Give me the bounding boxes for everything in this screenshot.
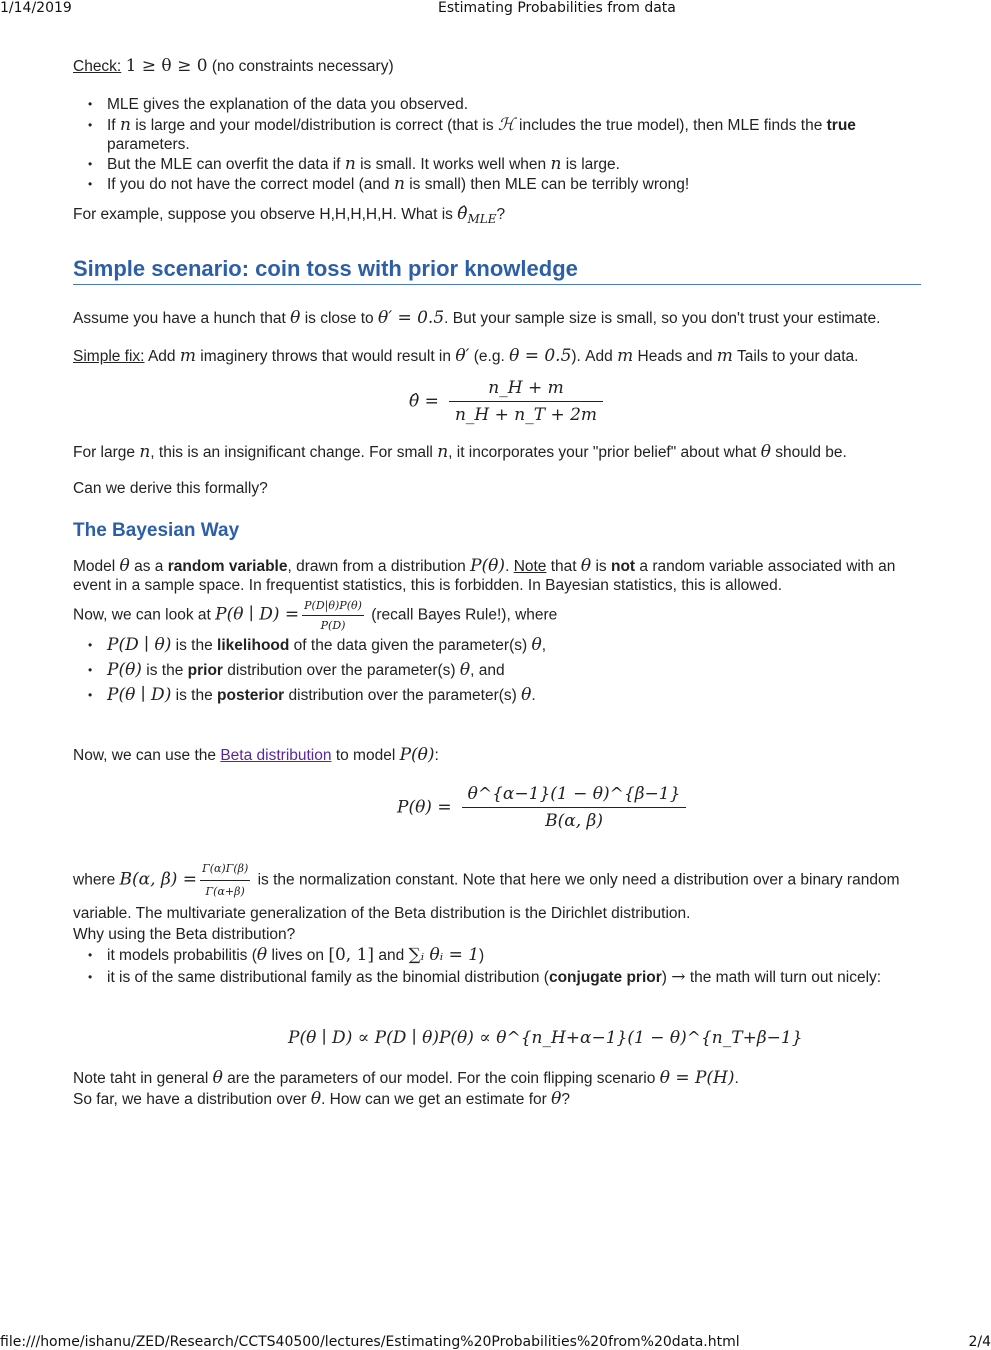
math-p-theta: P(θ) [399, 745, 435, 765]
eq-denominator: n_H + n_T + 2m [454, 405, 598, 425]
text: For large [73, 444, 136, 461]
derive-question: Can we derive this formally? [73, 480, 268, 497]
text: is [595, 558, 607, 575]
large-n-paragraph [73, 443, 921, 462]
math-sum: ∑ᵢ θᵢ = 1 [408, 945, 480, 965]
eq-fraction [462, 784, 687, 831]
header-date: 1/14/2019 [0, 0, 72, 16]
arrow-icon: → [671, 967, 686, 987]
mle-bullets [73, 95, 921, 194]
bullet-text: is small) then MLE can be terribly wrong! [409, 176, 690, 193]
footer-path: file:///home/ishanu/ZED/Research/CCTS40500/lectures/Estimating%20Probabilities%20from%20data.html [0, 1334, 740, 1350]
footer-page-number: 2/4 [968, 1334, 991, 1350]
note-label: Note [513, 558, 547, 575]
eq-numerator: n_H + m [449, 378, 603, 402]
check-label: Check: [73, 58, 122, 75]
section-heading: Simple scenario: coin toss with prior knowledge [73, 256, 921, 285]
math-theta: θ [256, 945, 268, 965]
math-theta: θ [212, 1068, 223, 1088]
math-n: n [437, 442, 449, 462]
math-theta: θ [760, 442, 771, 462]
text: is the normalization constant. Note that here we only need a distribution over a binary random variable. The multivariate generalization of the Beta distribution is the Dirichlet distribution. [73, 871, 900, 922]
list-item [107, 661, 921, 680]
text: Model [73, 558, 116, 575]
eq-denominator: B(α, β) [545, 811, 603, 831]
bullet-text: If [107, 117, 116, 134]
text: Now, we can use the [73, 747, 217, 764]
text: ) [661, 969, 667, 986]
text: . But your sample size is small, so you don't trust your estimate. [444, 310, 881, 327]
text: Now, we can look at [73, 606, 211, 624]
text: ? [561, 1091, 570, 1108]
bullet-text: MLE gives the explanation of the data you observed. [107, 96, 469, 113]
check-math: 1 ≥ θ ≥ 0 [125, 56, 208, 76]
text: Heads and [637, 348, 713, 365]
eq-numerator: θ^{α−1}(1 − θ)^{β−1} [462, 784, 687, 808]
bayes-paragraph [73, 557, 921, 595]
fix-label: Simple fix: [73, 348, 145, 365]
simple-fix-paragraph [73, 347, 921, 366]
text: , [541, 637, 547, 654]
text: . [531, 687, 536, 704]
text: should be. [775, 444, 847, 461]
text: . [734, 1070, 739, 1087]
math-p-theta: P(θ) [470, 556, 506, 576]
bullet-text: is large. [565, 156, 620, 173]
math-beta-function: B(α, β) = [119, 869, 198, 890]
bold-not: not [611, 558, 636, 575]
list-item [107, 95, 921, 114]
math-n: n [393, 174, 405, 194]
math-m: m [716, 346, 733, 366]
equation-theta-hat [409, 378, 607, 425]
list-item [107, 946, 921, 965]
frac-numerator: Γ(α)Γ(β) [200, 858, 250, 881]
list-item [107, 686, 921, 705]
bayes-rule-line [73, 596, 921, 635]
assume-paragraph [73, 309, 921, 328]
text: , drawn from a distribution [287, 558, 466, 575]
gamma-fraction [200, 858, 250, 903]
text: is close to [304, 310, 374, 327]
math-m: m [179, 346, 196, 366]
text: is the [175, 637, 213, 654]
text: as a [134, 558, 164, 575]
example-line [73, 205, 921, 229]
eq-fraction [449, 378, 603, 425]
math-interval: [0, 1] [328, 945, 375, 965]
math-theta-prime: θ′ = 0.5 [377, 308, 445, 328]
text: Tails to your data. [736, 348, 859, 365]
text: imaginery throws that would result in [200, 348, 451, 365]
text: are the parameters of our model. For the coin flipping scenario [227, 1070, 656, 1087]
equation-beta [397, 784, 690, 831]
text: Note taht in general [73, 1070, 209, 1087]
math-prior: P(θ) [107, 660, 142, 680]
text: is the [146, 662, 184, 679]
eq-lhs: P(θ) = [397, 797, 452, 818]
bayes-terms-list [73, 636, 921, 705]
frac-denominator: Γ(α+β) [205, 885, 245, 898]
frac-denominator: P(D) [320, 619, 346, 632]
normalization-paragraph [73, 858, 921, 925]
text: , it incorporates your "prior belief" about what [448, 444, 757, 461]
bullet-text: is large and your model/distribution is correct (that is [135, 117, 494, 134]
text: a random variable associated with an event in a sample space. In frequentist statistics, this is forbidden. In Bayesian statistics, this is allowed. [73, 558, 896, 594]
why-question: Why using the Beta distribution? [73, 926, 296, 943]
equation-conjugate [288, 1026, 803, 1048]
text: distribution over the parameter(s) [288, 687, 517, 704]
text: lives on [271, 947, 325, 964]
eq-proportional: P(θ ∣ D) ∝ P(D ∣ θ)P(θ) ∝ θ^{n_H+α−1}(1 − θ)^{n_T+β−1} [288, 1028, 803, 1048]
text: . How can we get an estimate for [321, 1091, 547, 1108]
math-theta: θ [531, 635, 542, 655]
bold-posterior: posterior [217, 687, 285, 704]
subsection-heading: The Bayesian Way [73, 520, 240, 541]
math-theta-ph: θ = P(H) [659, 1068, 735, 1088]
math-n: n [550, 154, 562, 174]
bold-conjugate-prior: conjugate prior [548, 969, 662, 986]
math-n: n [139, 442, 151, 462]
frac-numerator: P(D|θ)P(θ) [302, 596, 364, 616]
math-posterior: P(θ ∣ D) = [215, 604, 300, 625]
text: of the data given the parameter(s) [293, 637, 528, 654]
text: and [378, 947, 405, 964]
text: that [550, 558, 577, 575]
math-theta: θ [551, 1089, 562, 1109]
math-H: ℋ [497, 115, 515, 135]
text: distribution over the parameter(s) [227, 662, 456, 679]
bold-likelihood: likelihood [217, 637, 290, 654]
text: , this is an insignificant change. For small [150, 444, 433, 461]
math-n: n [119, 115, 131, 135]
bullet-text: If you do not have the correct model (and [107, 176, 390, 193]
list-item [107, 155, 921, 174]
beta-intro [73, 746, 921, 765]
math-m: m [617, 346, 634, 366]
math-theta-prime: θ′ [455, 346, 470, 366]
text: Assume you have a hunch that [73, 310, 286, 327]
math-likelihood: P(D ∣ θ) [107, 635, 172, 655]
text: ) [479, 947, 485, 964]
beta-distribution-link[interactable]: Beta distribution [220, 747, 332, 764]
math-subscript: MLE [467, 212, 497, 227]
bold-true: true [826, 117, 856, 134]
closing-paragraph [73, 1069, 921, 1109]
text: So far, we have a distribution over [73, 1091, 307, 1108]
list-item [107, 968, 921, 987]
text: : [434, 747, 439, 764]
math-theta: θ [119, 556, 130, 576]
text: is the [175, 687, 213, 704]
text: to model [335, 747, 396, 764]
math-theta: θ [310, 1089, 322, 1109]
example-text: For example, suppose you observe H,H,H,H,H. What is [73, 206, 453, 223]
text: (recall Bayes Rule!), where [371, 606, 558, 624]
bold-prior: prior [187, 662, 223, 679]
text: the math will turn out nicely: [689, 969, 882, 986]
bayes-fraction [302, 596, 364, 635]
bullet-text: But the MLE can overfit the data if [107, 156, 341, 173]
bullet-text: parameters. [107, 136, 190, 153]
bullet-text: includes the true model), then MLE finds the [519, 117, 823, 134]
text: it is of the same distributional family as the binomial distribution ( [107, 969, 549, 986]
text: Add [147, 348, 176, 365]
math-n: n [344, 154, 356, 174]
math-posterior: P(θ ∣ D) [107, 685, 172, 705]
math-example: θ = 0.5 [509, 346, 572, 366]
text: . [505, 558, 510, 575]
text: , and [470, 662, 505, 679]
list-item [107, 636, 921, 655]
why-list [73, 946, 921, 987]
math-theta-hat: θ̂ [457, 204, 468, 224]
math-theta: θ [459, 660, 471, 680]
eq-lhs: θ̂ = [409, 391, 439, 412]
check-line [73, 57, 921, 76]
text: where [73, 871, 116, 889]
text: it models probabilitis ( [107, 947, 257, 964]
example-end: ? [496, 206, 506, 223]
list-item [107, 116, 921, 154]
math-theta: θ [521, 685, 532, 705]
text: ). Add [571, 348, 613, 365]
text: (e.g. [473, 348, 505, 365]
bold-random-variable: random variable [167, 558, 288, 575]
header-title: Estimating Probabilities from data [438, 0, 676, 16]
math-theta: θ [580, 556, 592, 576]
check-text: (no constraints necessary) [211, 58, 394, 75]
list-item [107, 175, 921, 194]
bullet-text: is small. It works well when [360, 156, 547, 173]
math-theta: θ [290, 308, 301, 328]
